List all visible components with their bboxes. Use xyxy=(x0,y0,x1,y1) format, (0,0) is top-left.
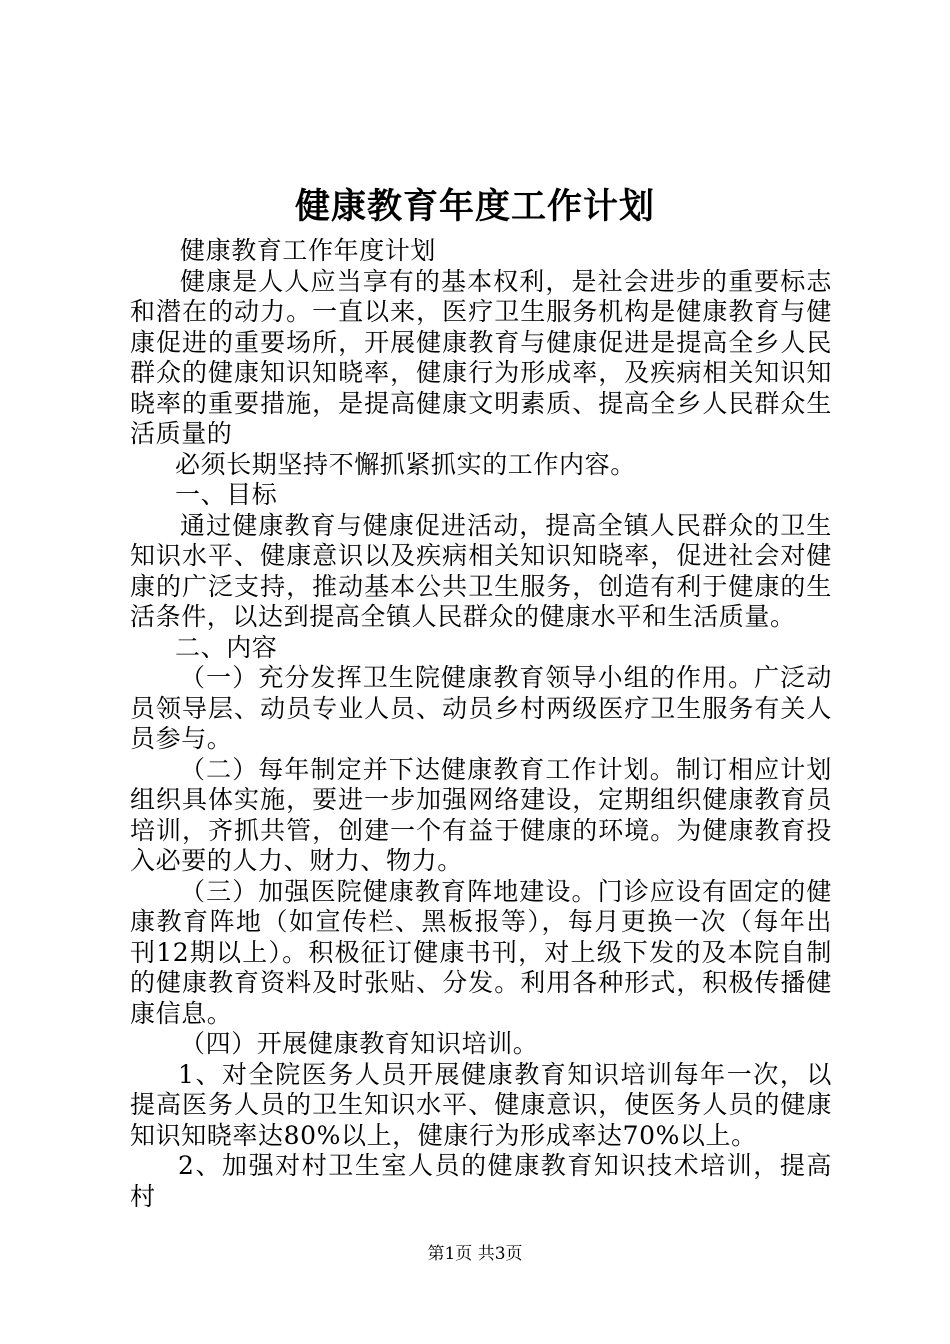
paragraph-item-4: （四）开展健康教育知识培训。 xyxy=(180,1029,539,1058)
document-body xyxy=(130,236,832,1212)
paragraph-item-3: （三）加强医院健康教育阵地建设。门诊应设有固定的健康教育阵地（如宣传栏、黑板报等），每月更换一次（每年出刊12期以上）。积极征订健康书刊，对上级下发的及本院自制的健康教育资料及时张贴、分发。利用各种形式，积极传播健康信息。 xyxy=(130,876,832,1028)
paragraph-goals: 通过健康教育与健康促进活动，提高全镇人民群众的卫生知识水平、健康意识以及疾病相关知识知晓率，促进社会对健康的广泛支持，推动基本公共卫生服务，创造有利于健康的生活条件，以达到提高全镇人民群众的健康水平和生活质量。 xyxy=(130,510,832,631)
section-heading-content: 二、内容 xyxy=(175,632,278,662)
paragraph-subtitle: 健康教育工作年度计划 xyxy=(180,236,437,265)
paragraph-intro-continued: 必须长期坚持不懈抓紧抓实的工作内容。 xyxy=(175,449,636,479)
paragraph-subitem-2: 2、加强对村卫生室人员的健康教育知识技术培训，提高村 xyxy=(130,1151,832,1211)
paragraph-item-2: （二）每年制定并下达健康教育工作计划。制订相应计划组织具体实施，要进一步加强网络建设，定期组织健康教育员培训，齐抓共管，创建一个有益于健康的环境。为健康教育投入必要的人力、财力、物力。 xyxy=(130,754,832,875)
section-heading-goals: 一、目标 xyxy=(175,480,278,509)
paragraph-intro: 健康是人人应当享有的基本权利，是社会进步的重要标志和潜在的动力。一直以来，医疗卫生服务机构是健康教育与健康促进的重要场所，开展健康教育与健康促进是提高全乡人民群众的健康知识知晓率，健康行为形成率，及疾病相关知识知晓率的重要措施，是提高健康文明素质、提高全乡人民群众生活质量的 xyxy=(130,266,832,448)
document-title: 健康教育年度工作计划 xyxy=(294,186,655,227)
paragraph-item-1: （一）充分发挥卫生院健康教育领导小组的作用。广泛动员领导层、动员专业人员、动员乡村两级医疗卫生服务有关人员参与。 xyxy=(130,663,832,753)
paragraph-subitem-1: 1、对全院医务人员开展健康教育知识培训每年一次，以提高医务人员的卫生知识水平、健康意识，使医务人员的健康知识知晓率达80%以上，健康行为形成率达70%以上。 xyxy=(130,1059,832,1150)
page-footer: 第1页 共3页 xyxy=(427,1244,523,1264)
